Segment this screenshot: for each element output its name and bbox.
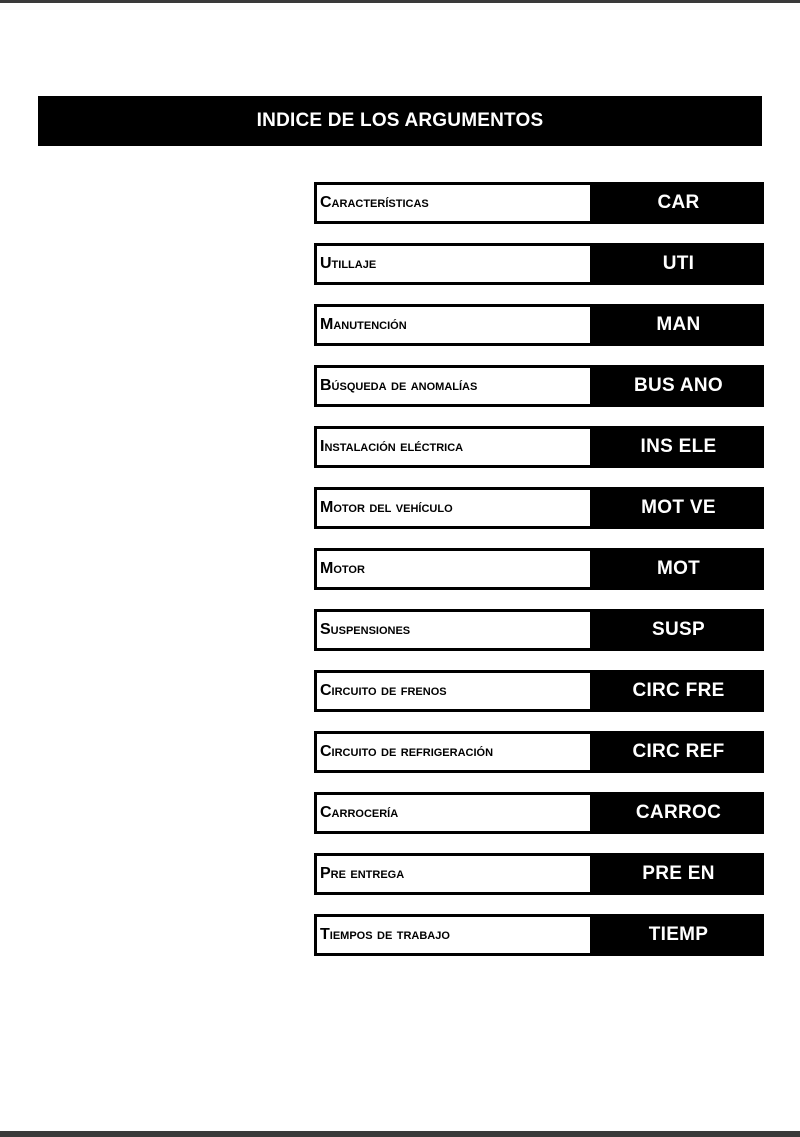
index-item-motor-vehiculo[interactable] — [314, 487, 764, 529]
section-header — [38, 96, 762, 146]
index-item-code: MAN — [593, 304, 764, 346]
index-item-code: BUS ANO — [593, 365, 764, 407]
index-item-code: CIRC REF — [593, 731, 764, 773]
index-item-code: UTI — [593, 243, 764, 285]
page-title: INDICE DE LOS ARGUMENTOS — [256, 110, 544, 131]
index-item-label: Tiempos de trabajo — [317, 917, 593, 953]
index-item-code: INS ELE — [593, 426, 764, 468]
index-item-label: Pre entrega — [317, 856, 593, 892]
index-item-utillaje[interactable] — [314, 243, 764, 285]
index-item-pre-entrega[interactable] — [314, 853, 764, 895]
bottom-rule — [0, 1131, 800, 1137]
index-item-caracteristicas[interactable] — [314, 182, 764, 224]
index-item-label: Suspensiones — [317, 612, 593, 648]
index-item-manutencion[interactable] — [314, 304, 764, 346]
index-item-label: Carrocería — [317, 795, 593, 831]
index-item-code: MOT VE — [593, 487, 764, 529]
index-item-code: CAR — [593, 182, 764, 224]
index-item-code: MOT — [593, 548, 764, 590]
index-item-label: Manutención — [317, 307, 593, 343]
index-item-circuito-refrigeracion[interactable] — [314, 731, 764, 773]
index-item-label: Instalación eléctrica — [317, 429, 593, 465]
top-rule — [0, 0, 800, 3]
index-item-label: Circuito de frenos — [317, 673, 593, 709]
index-item-label: Búsqueda de anomalías — [317, 368, 593, 404]
index-item-label: Motor del vehículo — [317, 490, 593, 526]
index-item-code: TIEMP — [593, 914, 764, 956]
index-item-circuito-frenos[interactable] — [314, 670, 764, 712]
index-item-instalacion-electrica[interactable] — [314, 426, 764, 468]
index-item-motor[interactable] — [314, 548, 764, 590]
index-item-label: Características — [317, 185, 593, 221]
index-item-carroceria[interactable] — [314, 792, 764, 834]
index-item-code: SUSP — [593, 609, 764, 651]
index-item-busqueda-anomalias[interactable] — [314, 365, 764, 407]
index-item-code: PRE EN — [593, 853, 764, 895]
index-item-label: Motor — [317, 551, 593, 587]
index-item-code: CARROC — [593, 792, 764, 834]
index-item-label: Utillaje — [317, 246, 593, 282]
index-item-code: CIRC FRE — [593, 670, 764, 712]
index-list — [314, 182, 764, 975]
index-item-label: Circuito de refrigeración — [317, 734, 593, 770]
index-item-suspensiones[interactable] — [314, 609, 764, 651]
index-item-tiempos-trabajo[interactable] — [314, 914, 764, 956]
